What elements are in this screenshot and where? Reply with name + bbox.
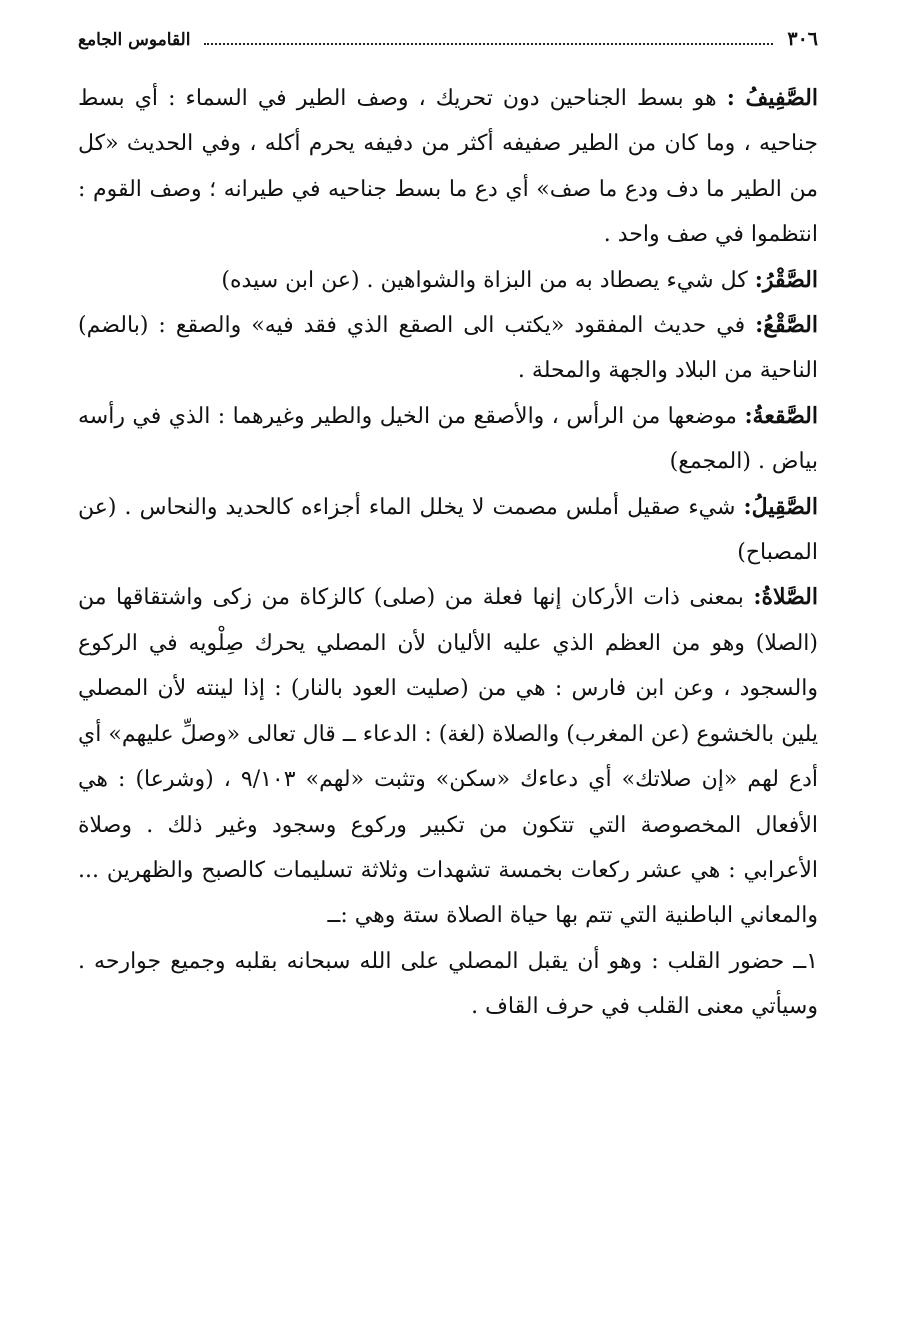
page-number: ٣٠٦: [787, 28, 818, 50]
definition: بمعنى ذات الأركان إنها فعلة من (صلى) كالزكاة من زكى واشتقاقها من (الصلا) وهو من العظم الذي عليه الأليان لأن المصلي يحرك صِلْويه في الركوع والسجود ، وعن ابن فارس : هي من (صليت العود بالنار) : إذا لينته لأن المصلي يلين بالخشوع (عن المغرب) والصلاة (لغة) : الدعاء ــ قال تعالى «وصلِّ عليهم» أي أدع لهم «إن صلاتك» أي دعاءك «سكن» وتثبت «لهم» ٩/١٠٣ ، (وشرعا) : هي الأفعال المخصوصة التي تتكون من تكبير وركوع وسجود وغير ذلك . وصلاة الأعرابي : هي عشر ركعات بخمسة تشهدات وثلاثة تسليمات كالصبح والظهرين ... والمعاني الباطنية التي تتم بها حياة الصلاة ستة وهي :ــ: [78, 585, 819, 929]
headword: الصَّلاةُ:: [753, 584, 818, 611]
definition: في حديث المفقود «يكتب الى الصقع الذي فقد فيه» والصقع : (بالضم) الناحية من البلاد والجهة والمحلة .: [78, 313, 818, 384]
entry-saqa: [78, 394, 818, 485]
book-title: القاموس الجامع: [78, 30, 191, 50]
entry-saq: [78, 303, 818, 394]
dictionary-page: [78, 28, 818, 1030]
running-head: [78, 28, 818, 68]
headword: الصَّقْعُ:: [755, 312, 818, 339]
headword: الصَّقعةُ:: [744, 402, 818, 429]
definition: ١ــ حضور القلب : وهو أن يقبل المصلي على الله سبحانه بقلبه وجميع جوارحه . وسيأتي معنى القلب في حرف القاف .: [78, 948, 818, 1020]
headword: الصَّفِيفُ :: [726, 85, 818, 111]
headword: الصَّقْرُ:: [754, 266, 818, 293]
definition: هو بسط الجناحين دون تحريك ، وصف الطير في السماء : أي بسط جناحيه ، وما كان من الطير صفيفه أكثر من دفيفه يحرم أكله ، وفي الحديث «كل من الطير ما دف ودع ما صف» أي دع ما بسط جناحيه في طيرانه ؛ وصف القوم : انتظموا في صف واحد .: [78, 86, 818, 248]
leader-dots: [204, 42, 773, 45]
entry-saqr: [78, 258, 818, 303]
entry-salat: [78, 575, 818, 938]
definition: موضعها من الرأس ، والأصقع من الخيل والطير وغيرهما : الذي في رأسه بياض . (المجمع): [78, 403, 818, 475]
definition: شيء صقيل أملس مصمت لا يخلل الماء أجزاءه كالحديد والنحاس . (عن المصباح): [78, 494, 818, 566]
body-text: [78, 76, 818, 1030]
headword: الصَّقِيلُ:: [743, 493, 818, 520]
definition: كل شيء يصطاد به من البزاة والشواهين . (عن ابن سيده): [221, 267, 755, 293]
entry-salat-point-1: [78, 939, 818, 1030]
entry-safif: [78, 76, 818, 258]
entry-saqil: [78, 485, 818, 576]
